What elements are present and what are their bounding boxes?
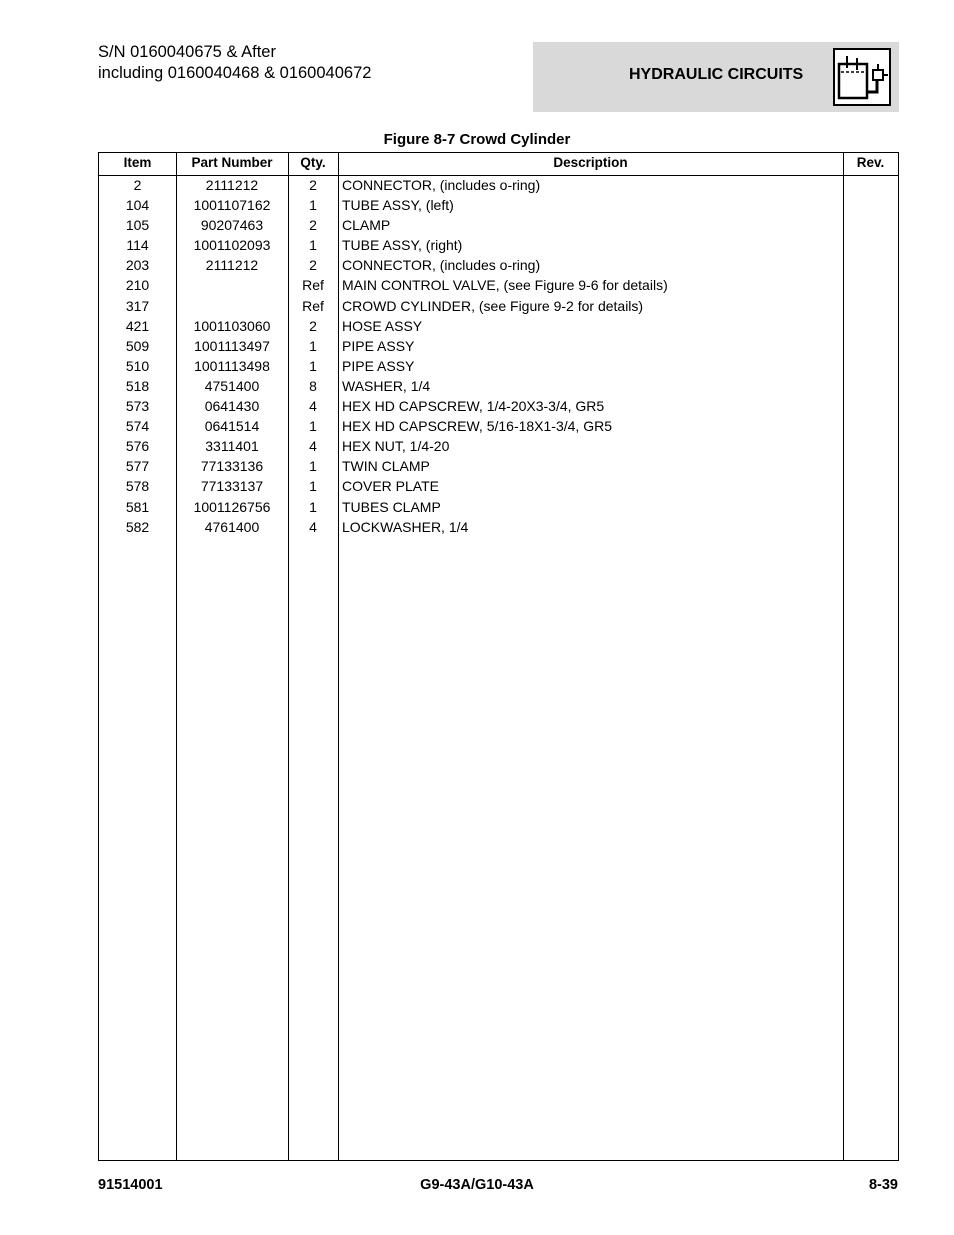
cell-qty: 1 — [309, 197, 317, 214]
cell-qty: 1 — [309, 357, 317, 374]
cell-item: 317 — [125, 297, 150, 314]
cell-qty: Ref — [302, 297, 324, 314]
cell-description: CONNECTOR, (includes o-ring) — [342, 257, 541, 274]
cell-description: MAIN CONTROL VALVE, (see Figure 9-6 for details) — [342, 277, 668, 294]
cell-qty: 1 — [309, 237, 317, 254]
cell-item: 581 — [125, 498, 150, 515]
cell-qty: 4 — [309, 438, 317, 455]
cell-description: HOSE ASSY — [342, 317, 423, 334]
table-row — [99, 256, 898, 276]
cell-qty: 1 — [309, 478, 317, 495]
cell-description: HEX HD CAPSCREW, 1/4-20X3-3/4, GR5 — [342, 398, 605, 415]
cell-part-number: 1001103060 — [193, 317, 271, 334]
cell-item: 2 — [133, 177, 142, 193]
cell-part-number: 1001126756 — [193, 498, 271, 515]
cell-qty: 2 — [309, 177, 317, 193]
section-header — [533, 42, 899, 112]
cell-description: PIPE ASSY — [342, 337, 415, 354]
table-row — [99, 176, 898, 196]
table-row — [99, 518, 898, 538]
table-row — [99, 357, 898, 377]
cell-qty: 2 — [309, 217, 317, 234]
column-header-description: Description — [553, 155, 628, 170]
cell-item: 210 — [125, 277, 150, 294]
cell-item: 105 — [125, 217, 150, 234]
table-row — [99, 377, 898, 397]
column-header-part-number: Part Number — [191, 155, 273, 170]
cell-description: PIPE ASSY — [342, 357, 415, 374]
cell-item: 573 — [125, 398, 150, 415]
footer-page-number: 8-39 — [868, 1177, 898, 1193]
column-header-item: Item — [123, 155, 152, 170]
section-title: HYDRAULIC CIRCUITS — [629, 66, 804, 83]
cell-item: 576 — [125, 438, 150, 455]
cell-part-number: 0641430 — [204, 398, 260, 415]
cell-part-number: 77133136 — [200, 458, 264, 475]
cell-description: HEX HD CAPSCREW, 5/16-18X1-3/4, GR5 — [342, 418, 612, 435]
cell-item: 577 — [125, 458, 150, 475]
serial-line-1: S/N 0160040675 & After — [98, 43, 276, 61]
table-row — [99, 437, 898, 457]
table-row — [99, 276, 898, 296]
table-row — [99, 317, 898, 337]
cell-part-number: 77133137 — [200, 478, 264, 495]
table-row — [99, 477, 898, 497]
cell-part-number: 4751400 — [204, 377, 260, 394]
cell-description: TUBES CLAMP — [342, 498, 441, 515]
cell-description: TUBE ASSY, (left) — [342, 197, 454, 214]
footer-model: G9-43A/G10-43A — [420, 1177, 534, 1193]
table-row — [99, 297, 898, 317]
cell-qty: Ref — [302, 277, 324, 294]
cell-part-number: 0641514 — [204, 418, 260, 435]
cell-description: LOCKWASHER, 1/4 — [342, 518, 469, 535]
cell-qty: 4 — [309, 518, 317, 535]
cell-description: COVER PLATE — [342, 478, 439, 495]
cell-description: CONNECTOR, (includes o-ring) — [342, 177, 541, 193]
cell-item: 203 — [125, 257, 150, 274]
cell-qty: 1 — [309, 498, 317, 515]
cell-item: 114 — [126, 237, 149, 254]
cell-part-number: 3311401 — [205, 438, 259, 455]
table-row — [99, 196, 898, 216]
cell-item: 574 — [125, 418, 150, 435]
hydraulic-reservoir-icon — [833, 48, 891, 106]
cell-description: WASHER, 1/4 — [342, 377, 431, 394]
cell-part-number: 2111212 — [205, 177, 259, 193]
table-row — [99, 417, 898, 437]
cell-qty: 2 — [309, 317, 317, 334]
parts-table — [98, 152, 899, 1161]
cell-part-number: 1001102093 — [193, 237, 271, 254]
column-header-rev: Rev. — [856, 155, 885, 170]
cell-part-number: 4761400 — [204, 518, 260, 535]
table-row — [99, 457, 898, 477]
table-body — [99, 176, 898, 538]
cell-item: 421 — [125, 317, 150, 334]
table-row — [99, 216, 898, 236]
cell-qty: 2 — [309, 257, 317, 274]
cell-qty: 1 — [309, 337, 317, 354]
cell-part-number: 1001107162 — [193, 197, 271, 214]
cell-part-number: 1001113497 — [194, 337, 270, 354]
column-header-qty: Qty. — [300, 155, 326, 170]
cell-description: TUBE ASSY, (right) — [342, 237, 463, 254]
serial-number-block — [98, 42, 371, 84]
table-row — [99, 236, 898, 256]
cell-description: TWIN CLAMP — [342, 458, 430, 475]
cell-item: 578 — [125, 478, 150, 495]
cell-item: 518 — [125, 377, 150, 394]
cell-item: 104 — [125, 197, 150, 214]
footer-doc-number: 91514001 — [98, 1177, 163, 1193]
cell-item: 509 — [125, 337, 150, 354]
cell-description: CROWD CYLINDER, (see Figure 9-2 for details) — [342, 297, 644, 314]
cell-part-number: 1001113498 — [194, 357, 270, 374]
table-row — [99, 397, 898, 417]
cell-qty: 1 — [309, 418, 317, 435]
cell-part-number: 2111212 — [205, 257, 259, 274]
cell-qty: 8 — [309, 377, 317, 394]
serial-line-2: including 0160040468 & 0160040672 — [98, 64, 372, 82]
cell-item: 582 — [125, 518, 150, 535]
cell-description: HEX NUT, 1/4-20 — [342, 438, 450, 455]
cell-qty: 1 — [309, 458, 317, 475]
figure-title: Figure 8-7 Crowd Cylinder — [383, 131, 571, 148]
cell-qty: 4 — [309, 398, 317, 415]
table-row — [99, 337, 898, 357]
cell-description: CLAMP — [342, 217, 391, 234]
cell-item: 510 — [125, 357, 150, 374]
cell-part-number: 90207463 — [200, 217, 264, 234]
table-row — [99, 498, 898, 518]
